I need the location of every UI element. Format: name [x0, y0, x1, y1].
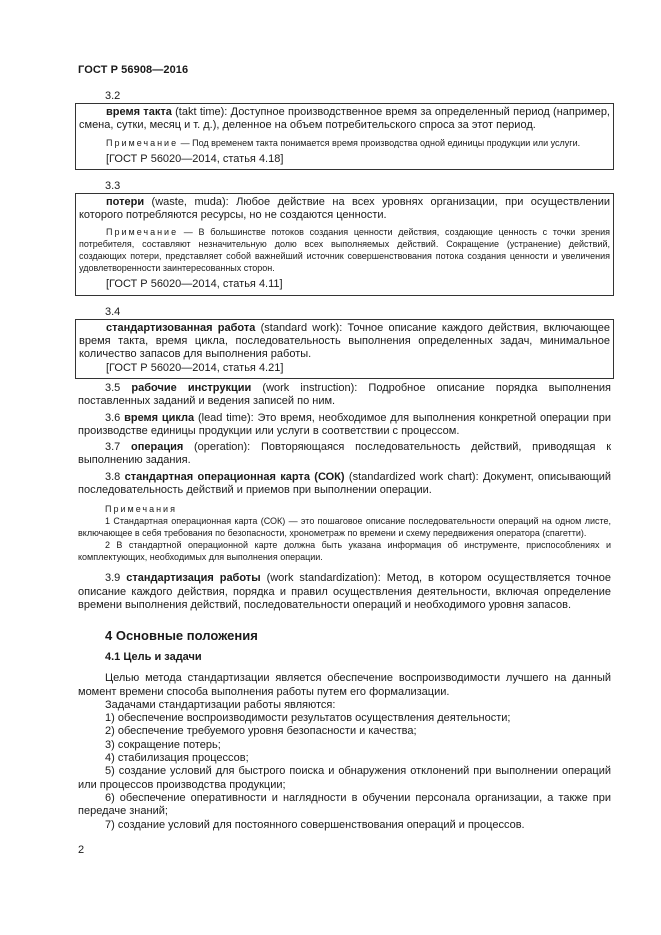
term-source-3-4: [ГОСТ Р 56020—2014, статья 4.21] — [106, 361, 284, 374]
list-item: 6) обеспечение оперативности и наглядности в обучении персонала организации, а также при передаче знаний; — [78, 791, 611, 818]
term-definition-3-8: 3.8 стандартная операционная карта (СОК) (standardized work chart): Документ, описывающий последовательность действий и приемов при выполнении операции. — [78, 470, 612, 497]
term-number-3-4: 3.4 — [105, 305, 121, 318]
term-definition-3-5: 3.5 рабочие инструкции (work instruction): Подробное описание порядка выполнения поставленных заданий и ведения записей по ним. — [78, 381, 611, 408]
term-box-3-3 — [75, 193, 614, 296]
subsection-4-1-title: 4.1 Цель и задачи — [105, 651, 202, 664]
list-item: 7) создание условий для постоянного совершенствования операций и процессов. — [105, 818, 525, 831]
term-definition-3-6: 3.6 время цикла (lead time): Это время, необходимое для выполнения конкретной операции при производстве единицы продукции или услуги в соответствии с процессом. — [78, 411, 612, 437]
term-number-3-2: 3.2 — [105, 90, 121, 102]
term-note-3-2: Примечание — Под временем такта понимается время производства одной единицы продукции или услуги. — [106, 137, 581, 148]
term-definition-3-9: 3.9 стандартизация работы (work standardization): Метод, в котором осуществляется точное описание каждого действия, порядка и правил осуществления деятельности, включая определение времени выполнения действий, последовательности операций и необходимого уровня запасов. — [78, 572, 612, 611]
term-source-3-2: [ГОСТ Р 56020—2014, статья 4.18] — [106, 152, 284, 165]
page-content — [78, 88, 611, 832]
term-box-3-4 — [75, 319, 614, 379]
list-item: 2) обеспечение требуемого уровня безопасности и качества; — [105, 725, 417, 738]
note-2-3-8: 2 В стандартной операционной карте должна быть указана информация об инструменте, приспособлениях и комплектующих, необходимых для выполнения операции. — [78, 540, 611, 563]
standard-code-header: ГОСТ Р 56908—2016 — [78, 64, 189, 76]
term-definition-3-3: потери (waste, muda): Любое действие на всех уровнях организации, при осуществлении которого потребляются ресурсы, но не создаются ценности. — [79, 195, 610, 222]
page-number: 2 — [78, 844, 85, 856]
term-definition-3-2: время такта (takt time): Доступное производственное время за определенный период (например, смена, сутки, месяц и т. д.), деленное на объем потребительского спроса за этот период. — [79, 106, 610, 132]
section-4-1-goal: Целью метода стандартизации является обеспечение воспроизводимости лучшего на данный момент времени способа выполнения работы путем его формализации. — [78, 672, 611, 698]
list-item: 5) создание условий для быстрого поиска и обнаружения отклонений при выполнении операций или процессов производства продукции; — [78, 765, 611, 791]
list-item: 1) обеспечение воспроизводимости результатов осуществления деятельности; — [105, 712, 511, 725]
term-note-3-3: Примечание — В большинстве потоков создания ценности действия, создающие ценность с точки зрения потребителя, составляют незначительную долю всех выполняемых действий. Сокращение (устранение) действий, создающих потери, представляет собой важнейший источник совершенствования потока создания ценности и увеличения удовлетворенности заинтересованных сторон. — [79, 227, 610, 274]
term-name: время такта — [106, 106, 172, 118]
term-definition-3-4: стандартизованная работа (standard work): Точное описание каждого действия, включающее время такта, время цикла, последовательность выполнения определенных задач, минимальное количество запасов для выполнения работы. — [79, 321, 610, 361]
term-box-3-2 — [75, 103, 614, 170]
note-1-3-8: 1 Стандартная операционная карта (СОК) — это пошаговое описание последовательности операций на одном листе, включающее в себя требования по безопасности, хронометраж по времени и схему передвижения оператора (спагетти). — [78, 516, 611, 539]
list-item: 3) сокращение потерь; — [105, 738, 221, 751]
term-number-3-3: 3.3 — [105, 179, 121, 192]
term-source-3-3: [ГОСТ Р 56020—2014, статья 4.11] — [106, 278, 283, 291]
term-definition-3-7: 3.7 операция (operation): Повторяющаяся последовательность действий, приводящая к выполнению задания. — [78, 441, 612, 467]
section-4-title: 4 Основные положения — [105, 628, 258, 644]
list-item: 4) стабилизация процессов; — [105, 752, 249, 765]
section-4-1-tasks-intro: Задачами стандартизации работы являются: — [105, 698, 336, 711]
notes-heading-3-8: Примечания — [105, 504, 177, 515]
